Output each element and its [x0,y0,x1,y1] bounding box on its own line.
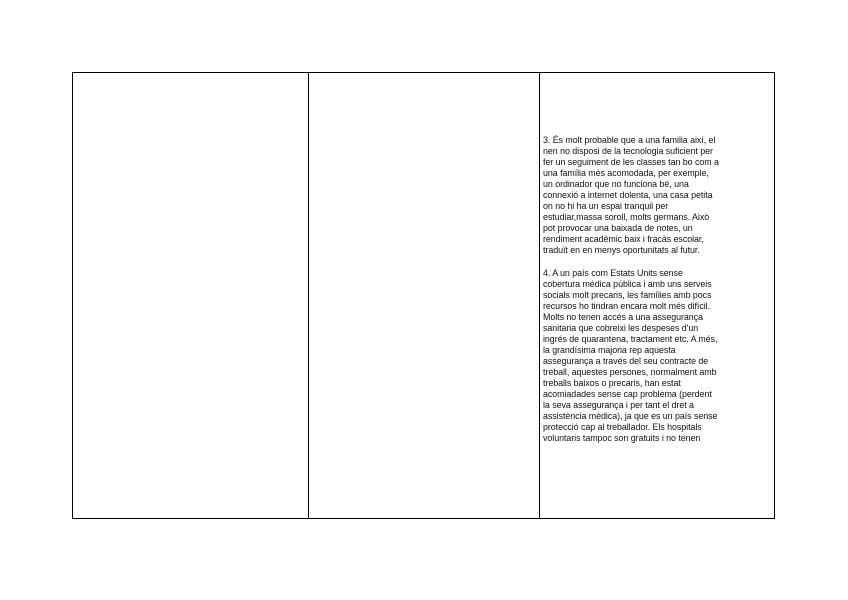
paragraph-point-3: 3. És molt probable que a una familia així, el nen no disposi de la tecnologia suficient per fer un seguiment de les classes tan bo com a una família més acomodada, per exemple, un ordinador que no funciona bé, una connexió a internet dolenta, una casa petita on no hi ha un espai tranquil per estudiar,massa soroll, molts germans. Això pot provocar una baixada de notes, un rendiment acadèmic baix i fracàs escolar, traduït en en menys oportunitats al futur. [543,135,719,256]
document-table [72,72,775,519]
table-cell-2 [309,73,540,519]
table-cell-1 [73,73,309,519]
table-row [73,73,775,519]
cell-1-text [73,73,308,518]
table-cell-3 [540,73,775,519]
cell-3-content [540,73,774,518]
paragraph-point-4: 4. A un país com Estats Units sense cobertura médica pública i amb uns serveis socials molt precaris, les famílies amb pocs recursos ho tindran encara molt més difícil. Molts no tenen accés a una assegurança sanitaria que cobreixi les despeses d'un ingrés de quarantena, tractament etc. A més, la grandísima majoria rep aquesta assegurança a través del seu contracte de treball, aquestes persones, normalment amb treballs baixos o precaris, han estat acomiadades sense cap problema (perdent la seva assegurança i per tant el dret a assistència mèdica), ja que es un país sense protecció cap al treballador. Els hospitals voluntaris tampoc son gratuits i no tenen [543,267,718,444]
cell-2-text [309,73,539,518]
